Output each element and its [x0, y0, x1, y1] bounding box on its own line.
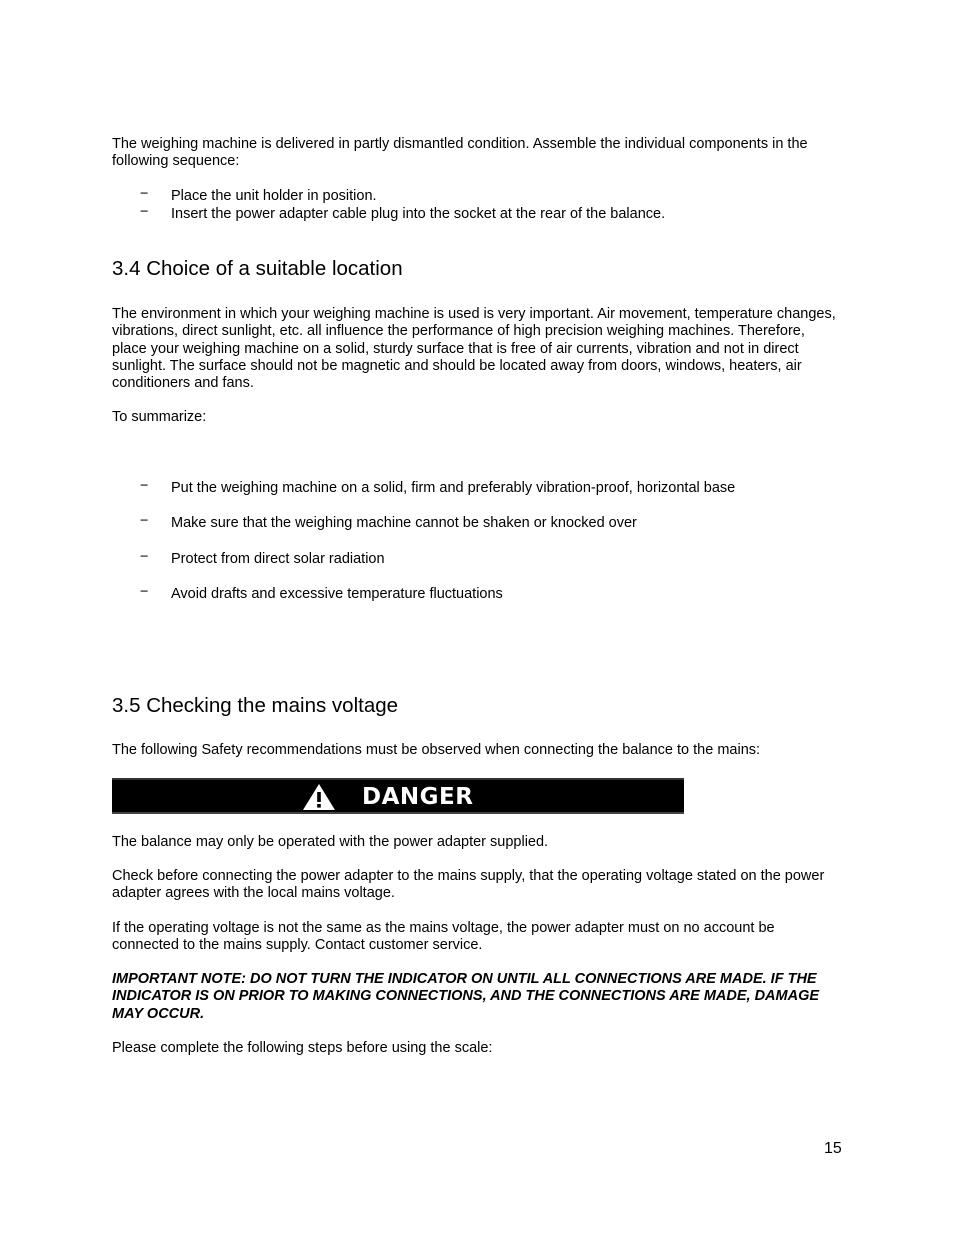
- dash-bullet: −: [140, 549, 149, 565]
- list-item-text: Make sure that the weighing machine cannot be shaken or knocked over: [171, 515, 637, 531]
- voltage-para-3: If the operating voltage is not the same as the mains voltage, the power adapter must on no account be connected to the mains supply. Contact customer service.: [112, 920, 775, 954]
- warning-triangle-icon: [302, 783, 336, 811]
- list-item-text: Place the unit holder in position.: [171, 188, 377, 204]
- location-paragraph: The environment in which your weighing machine is used is very important. Air movement, temperature changes, vibrations, direct sunlight, etc. all influence the performance of high precision weighing machines. Therefore, place your weighing machine on a solid, sturdy surface that is free of air currents, vibration and not in direct sunlight. The surface should not be magnetic and should be located away from doors, windows, heaters, air conditioners and fans.: [112, 306, 836, 392]
- list-item-text: Protect from direct solar radiation: [171, 551, 385, 567]
- closing-paragraph: Please complete the following steps before using the scale:: [112, 1040, 493, 1056]
- voltage-para-1: The balance may only be operated with the power adapter supplied.: [112, 834, 549, 850]
- voltage-intro: The following Safety recommendations must be observed when connecting the balance to the mains:: [112, 742, 761, 758]
- dash-bullet: −: [140, 204, 149, 220]
- dash-bullet: −: [140, 584, 149, 600]
- voltage-para-2: Check before connecting the power adapter to the mains supply, that the operating voltage stated on the power adapter agrees with the local mains voltage.: [112, 868, 825, 902]
- list-item-text: Put the weighing machine on a solid, firm and preferably vibration-proof, horizontal base: [171, 480, 736, 496]
- page-number: 15: [824, 1140, 842, 1157]
- danger-label: DANGER: [362, 784, 474, 810]
- list-item-text: Insert the power adapter cable plug into the socket at the rear of the balance.: [171, 206, 666, 222]
- dash-bullet: −: [140, 478, 149, 494]
- list-item-text: Avoid drafts and excessive temperature fluctuations: [171, 586, 503, 602]
- dash-bullet: −: [140, 513, 149, 529]
- danger-banner: [112, 778, 684, 814]
- dash-bullet: −: [140, 186, 149, 202]
- section-heading-location: 3.4 Choice of a suitable location: [112, 257, 403, 280]
- summary-label: To summarize:: [112, 409, 207, 425]
- intro-paragraph: The weighing machine is delivered in partly dismantled condition. Assemble the individual components in the following sequence:: [112, 136, 808, 170]
- important-note: IMPORTANT NOTE: DO NOT TURN THE INDICATOR ON UNTIL ALL CONNECTIONS ARE MADE. IF THE INDICATOR IS ON PRIOR TO MAKING CONNECTIONS, AND THE CONNECTIONS ARE MADE, DAMAGE MAY OCCUR.: [112, 971, 820, 1022]
- section-heading-voltage: 3.5 Checking the mains voltage: [112, 694, 399, 717]
